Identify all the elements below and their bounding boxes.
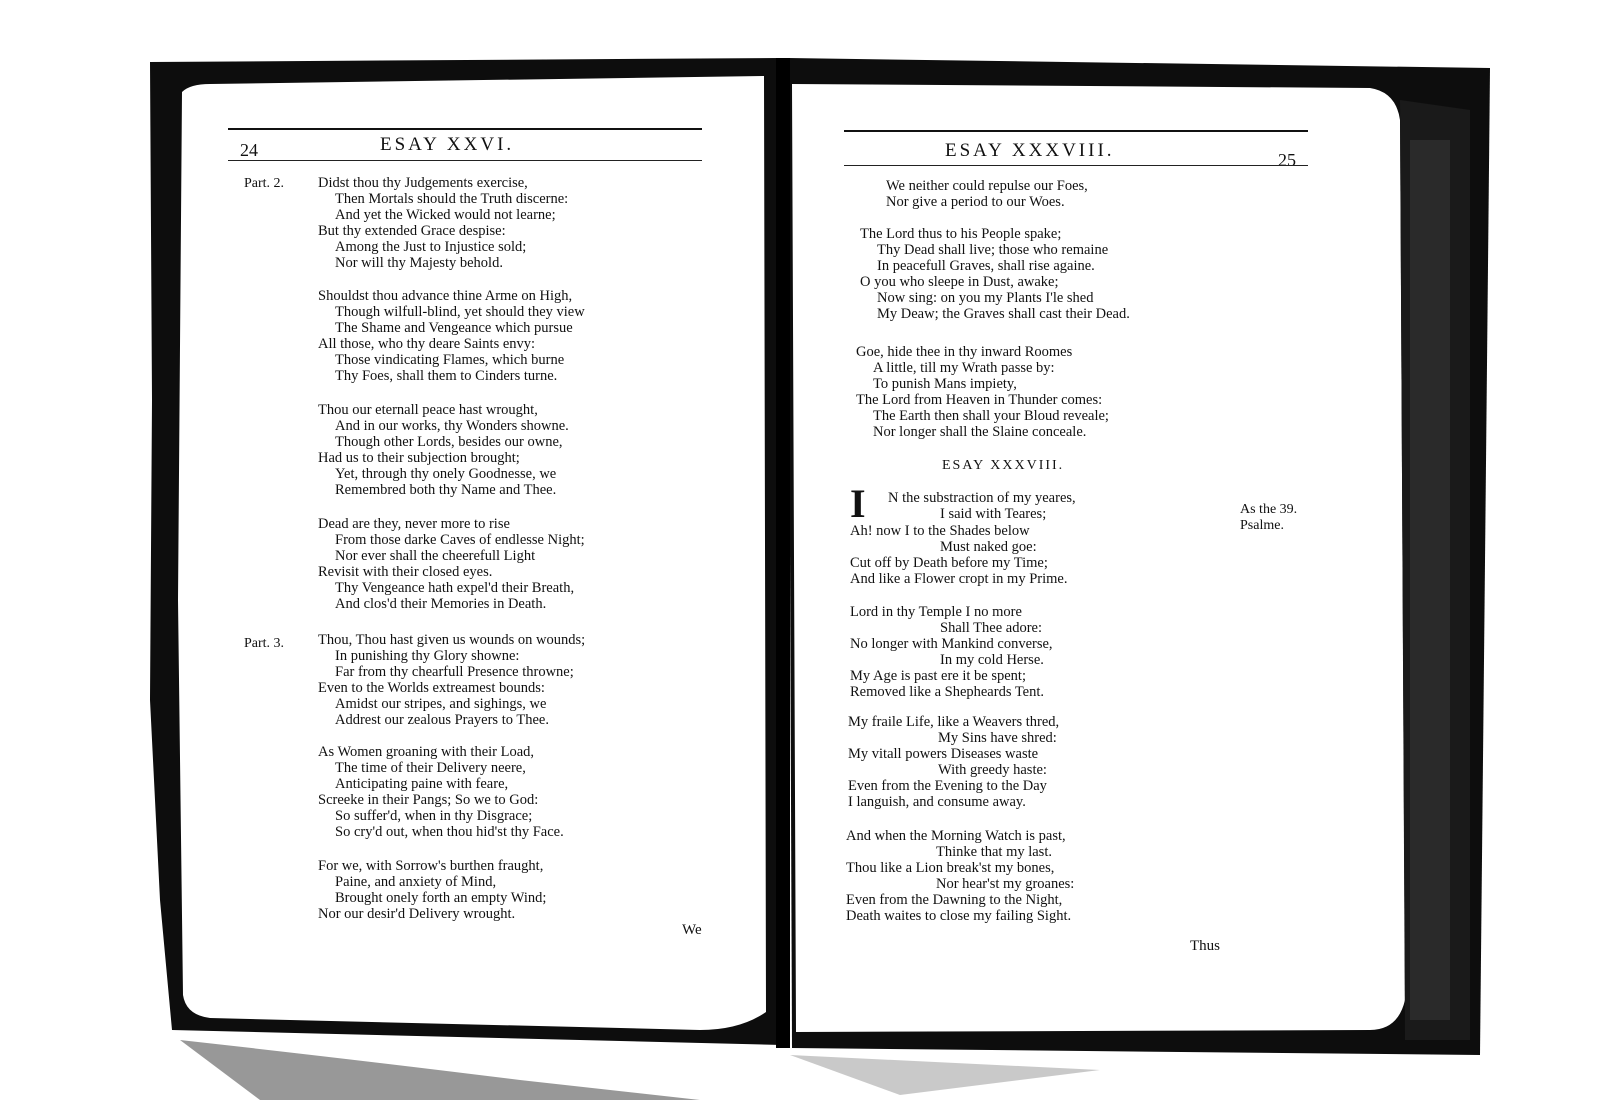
drop-cap: I [850,481,866,526]
verse-line: The Shame and Vengeance which pursue [335,320,573,336]
verse-line: Nor our desir'd Delivery wrought. [318,906,516,922]
verse-line: Then Mortals should the Truth discerne: [335,191,569,207]
verse-line: From those darke Caves of endlesse Night; [335,532,585,548]
verse-line: Thou, Thou hast given us wounds on wounds; [318,632,586,648]
verse-line: Nor ever shall the cheerefull Light [335,548,536,564]
verse-line: Shall Thee adore: [940,620,1043,636]
verse-line: Thinke that my last. [936,844,1052,860]
verse-line: Yet, through thy onely Goodnesse, we [335,466,557,482]
verse-line: As Women groaning with their Load, [318,744,535,760]
margin-note-line: As the 39. [1240,502,1298,517]
verse-line: Amidst our stripes, and sighings, we [335,696,547,712]
verse-line: So cry'd out, when thou hid'st thy Face. [335,824,564,840]
verse-line: So suffer'd, when in thy Disgrace; [335,808,533,824]
verse-line: With greedy haste: [938,762,1047,778]
verse-line: All those, who thy deare Saints envy: [318,336,536,352]
verse-line: Even from the Dawning to the Night, [846,892,1063,908]
verse-line: Had us to their subjection brought; [318,450,520,466]
verse-line: Didst thou thy Judgements exercise, [318,175,528,191]
verse-line: Must naked goe: [940,539,1037,555]
verse-line: And yet the Wicked would not learne; [335,207,556,223]
head-rule-top [844,130,1308,132]
verse-line: And in our works, thy Wonders showne. [335,418,569,434]
verse-line: Revisit with their closed eyes. [318,564,493,580]
verse-line: Shouldst thou advance thine Arme on High, [318,288,573,304]
verse-line: Even to the Worlds extreamest bounds: [318,680,545,696]
verse-line: O you who sleepe in Dust, awake; [860,274,1059,290]
section-heading: ESAY XXXVIII. [942,458,1065,473]
verse-line: Though wilfull-blind, yet should they view [335,304,585,320]
page-number: 24 [240,140,258,160]
verse-line: Even from the Evening to the Day [848,778,1047,794]
verse-line: The Lord thus to his People spake; [860,226,1062,242]
verse-line: Nor give a period to our Woes. [886,194,1065,210]
verse-line: Thy Dead shall live; those who remaine [877,242,1109,258]
catchword: Thus [1190,938,1220,954]
verse-line: Goe, hide thee in thy inward Roomes [856,344,1073,360]
head-rule-bottom [228,160,702,161]
verse-line: Screeke in their Pangs; So we to God: [318,792,539,808]
verse-line: But thy extended Grace despise: [318,223,506,239]
verse-line: Removed like a Shepheards Tent. [850,684,1045,700]
head-rule-bottom [844,165,1308,166]
right-page [800,0,1600,1108]
verse-line: Now sing: on you my Plants I'le shed [877,290,1094,306]
verse-line: Thy Vengeance hath expel'd their Breath, [335,580,575,596]
verse-line: Dead are they, never more to rise [318,516,510,532]
margin-note-part-3: Part. 3. [244,636,285,651]
margin-note-line: Psalme. [1240,518,1284,533]
verse-line: My Sins have shred: [938,730,1057,746]
verse-line: I said with Teares; [940,506,1047,522]
verse-line: Thy Foes, shall them to Cinders turne. [335,368,558,384]
verse-line: My vitall powers Diseases waste [848,746,1039,762]
verse-line: Anticipating paine with feare, [335,776,509,792]
catchword: We [682,922,702,938]
verse-line: Brought onely forth an empty Wind; [335,890,547,906]
margin-note-part-2: Part. 2. [244,176,285,191]
verse-line: The Earth then shall your Bloud reveale; [873,408,1109,424]
verse-line: And like a Flower cropt in my Prime. [850,571,1068,587]
left-page [0,0,790,1108]
verse-line: The time of their Delivery neere, [335,760,526,776]
running-head: ESAY XXVI. [380,134,515,155]
verse-line: A little, till my Wrath passe by: [873,360,1055,376]
verse-line: Paine, and anxiety of Mind, [335,874,497,890]
verse-line: Addrest our zealous Prayers to Thee. [335,712,549,728]
verse-line: The Lord from Heaven in Thunder comes: [856,392,1103,408]
verse-line: In punishing thy Glory showne: [335,648,520,664]
verse-line: My Deaw; the Graves shall cast their Dead. [877,306,1130,322]
verse-line: Far from thy chearfull Presence throwne; [335,664,574,680]
verse-line: Among the Just to Injustice sold; [335,239,527,255]
verse-line: Thou like a Lion break'st my bones, [846,860,1055,876]
verse-line: Nor hear'st my groanes: [936,876,1075,892]
verse-line: Lord in thy Temple I no more [850,604,1022,620]
page-number: 25 [1278,150,1296,170]
head-rule-top [228,128,702,130]
verse-line: Cut off by Death before my Time; [850,555,1048,571]
verse-line: To punish Mans impiety, [873,376,1017,392]
running-head: ESAY XXXVIII. [945,140,1115,161]
verse-line: Though other Lords, besides our owne, [335,434,563,450]
verse-line: For we, with Sorrow's burthen fraught, [318,858,544,874]
verse-line: Ah! now I to the Shades below [850,523,1030,539]
verse-line: Thou our eternall peace hast wrought, [318,402,538,418]
verse-line: My fraile Life, like a Weavers thred, [848,714,1060,730]
verse-line: We neither could repulse our Foes, [886,178,1088,194]
verse-line: Death waites to close my failing Sight. [846,908,1072,924]
verse-line: Nor longer shall the Slaine conceale. [873,424,1087,440]
verse-line: And when the Morning Watch is past, [846,828,1066,844]
verse-line: Remembred both thy Name and Thee. [335,482,557,498]
verse-line: Those vindicating Flames, which burne [335,352,565,368]
verse-line: In peacefull Graves, shall rise againe. [877,258,1095,274]
verse-line: And clos'd their Memories in Death. [335,596,547,612]
verse-line: No longer with Mankind converse, [850,636,1053,652]
verse-line: In my cold Herse. [940,652,1044,668]
verse-line: My Age is past ere it be spent; [850,668,1026,684]
verse-line: I languish, and consume away. [848,794,1026,810]
verse-line: N the substraction of my yeares, [888,490,1076,506]
verse-line: Nor will thy Majesty behold. [335,255,503,271]
